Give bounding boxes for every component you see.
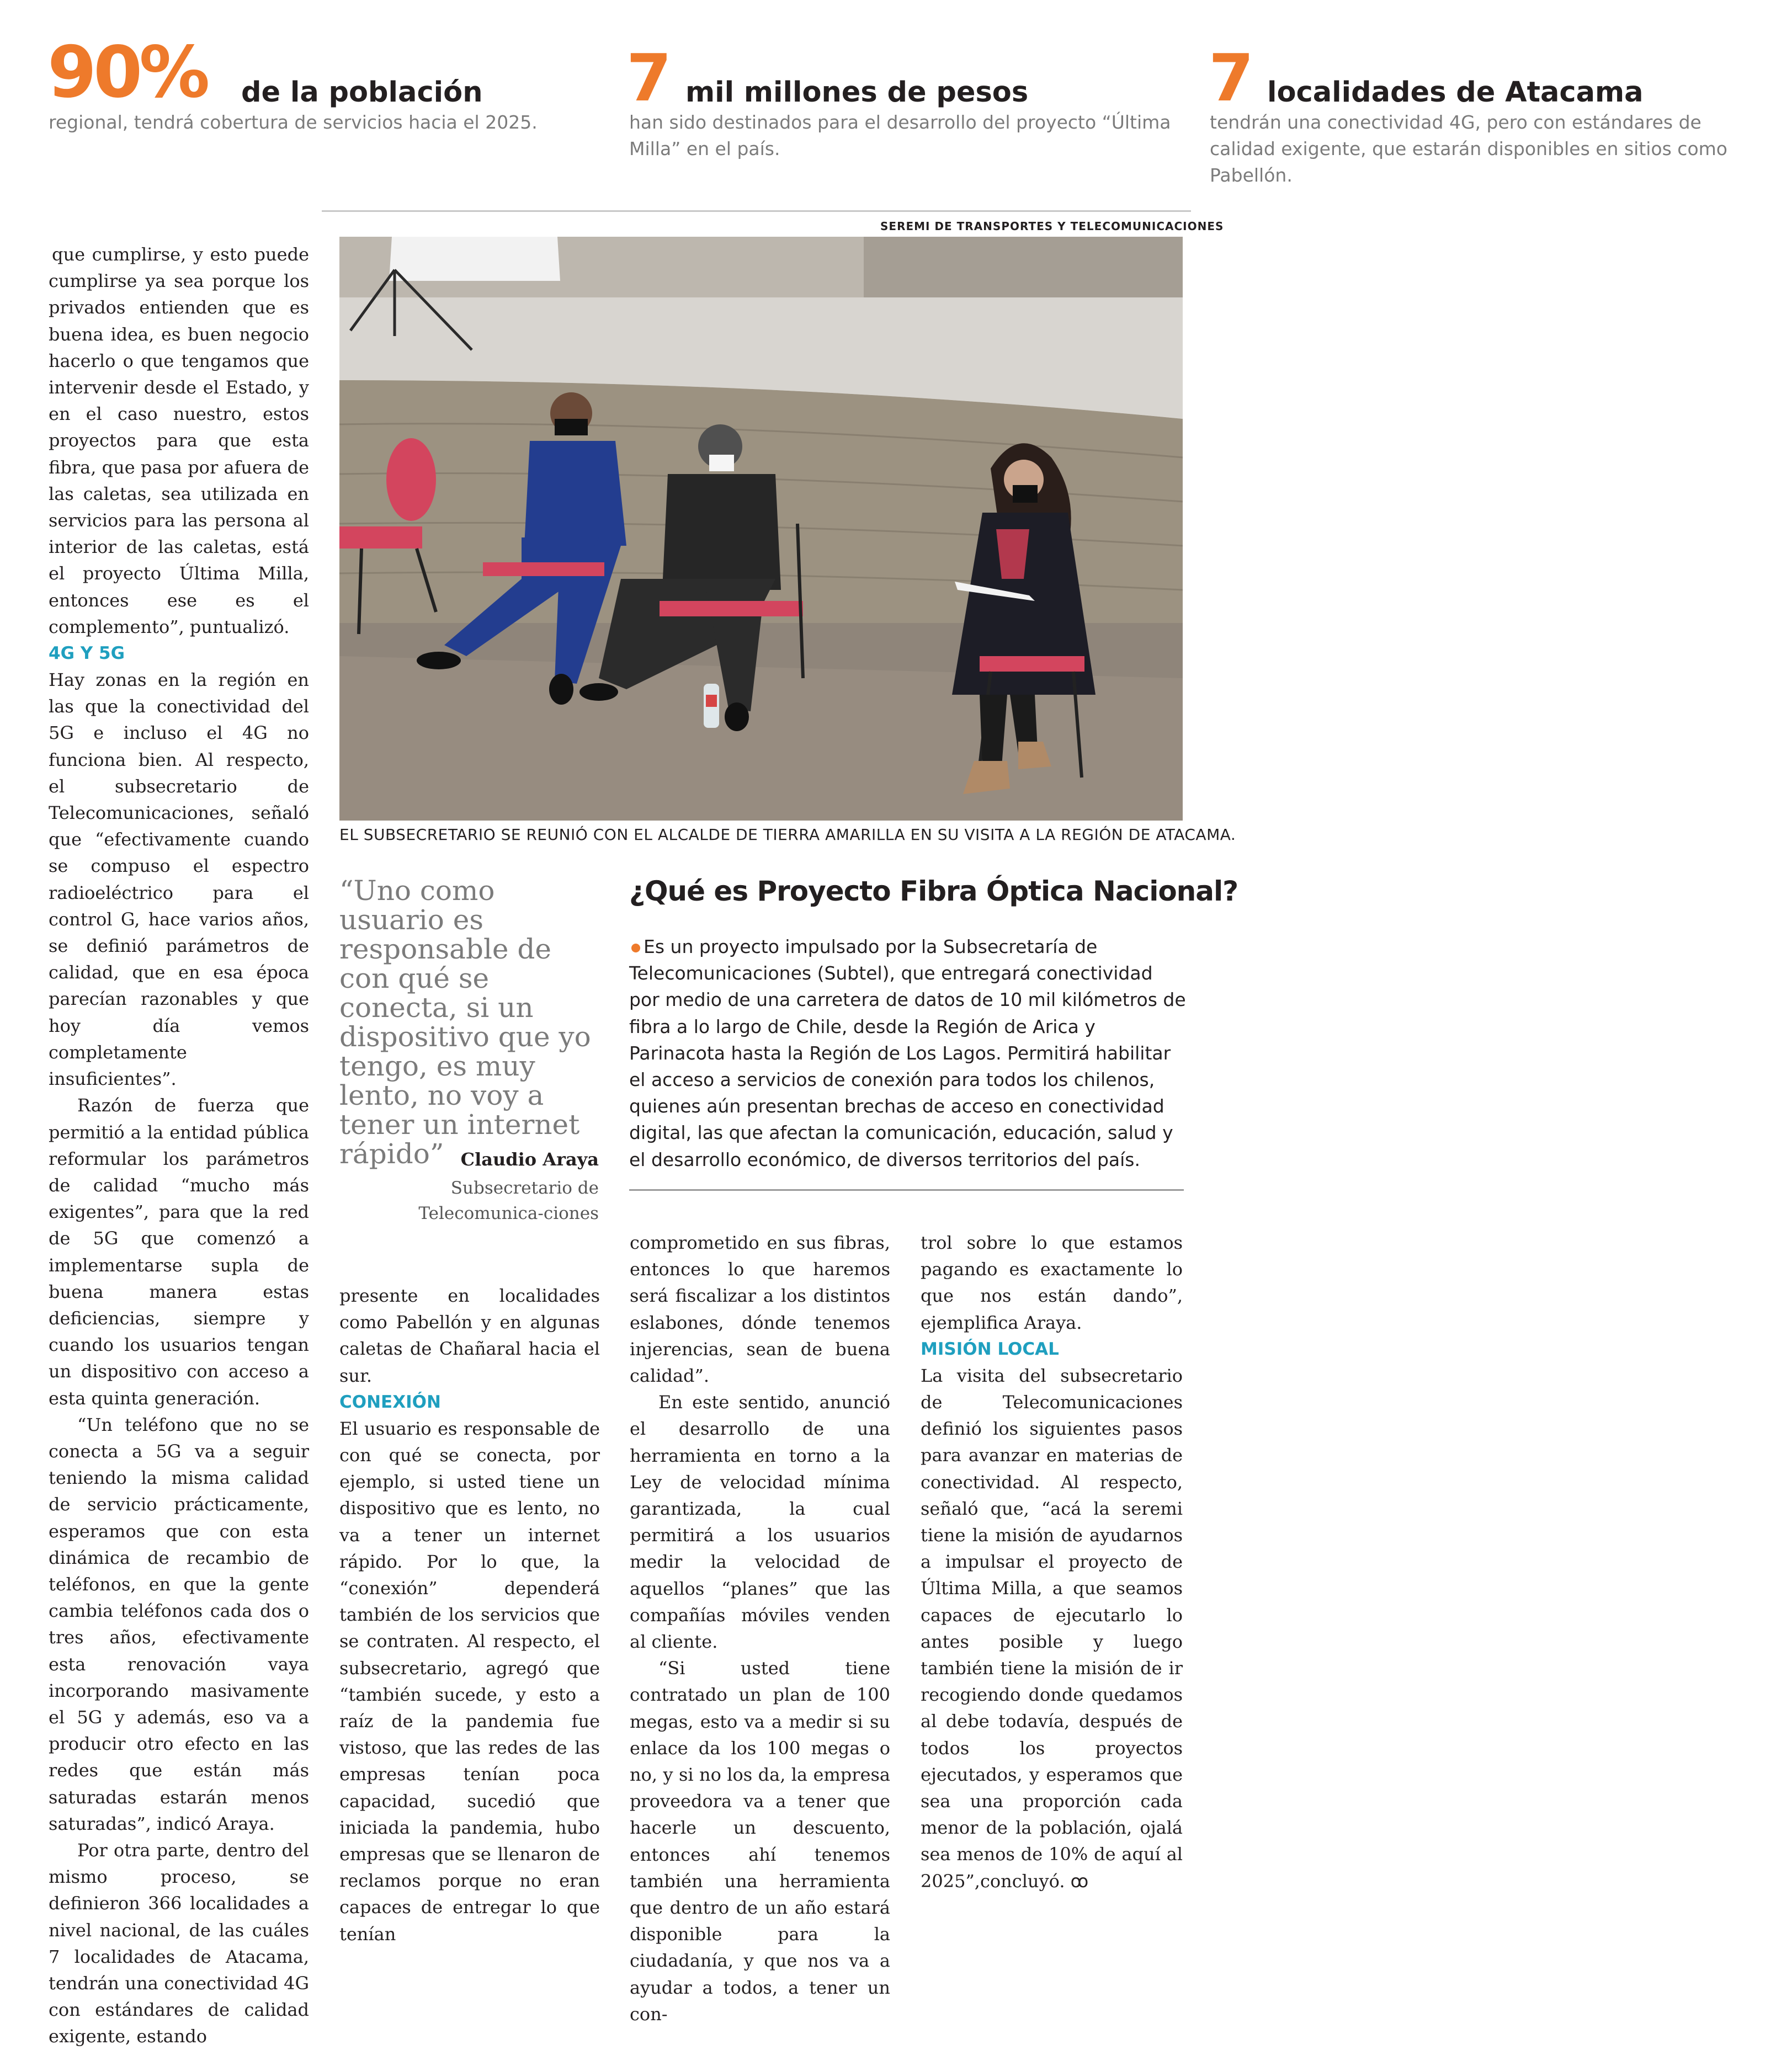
pull-quote: “Uno como usuario es responsable de con qué se conecta, si un dispositivo que yo tengo, es muy lento, no voy a tener un internet rápido” [339, 875, 591, 1170]
paragraph-text: La visita del subsecretario de Telecomunicaciones definió los siguientes pasos para avanzar en materias de conectividad. Al respecto, señaló que, “acá la seremi tiene la misión de ayudarnos a impulsar el proyecto de Última Milla, a que seamos capaces de ejecutarlo lo antes posible y luego también tiene la misión de ir recogiendo donde quedamos al debe todavía, después de todos los proyectos ejecutados, y esperamos que sea una proporción cada menor de la población, ojalá sea menos de 10% de aquí al 2025”,concluyó. [921, 1365, 1183, 1892]
subheading: 4G Y 5G [49, 643, 125, 664]
subheading: MISIÓN LOCAL [921, 1339, 1059, 1359]
column-3 [630, 1229, 890, 2027]
stat-subtext: han sido destinados para el desarrollo del proyecto “Última Milla” en el país. [629, 111, 1171, 159]
paragraph [921, 1362, 1183, 1894]
stat-subtext: tendrán una conectividad 4G, pero con estándares de calidad exigente, que estarán disponibles en sitios como Pabellón. [1210, 111, 1727, 186]
infobox-title: ¿Qué es Proyecto Fibra Óptica Nacional? [629, 875, 1238, 907]
column-2 [339, 1282, 600, 1947]
subheading: CONEXIÓN [339, 1392, 441, 1412]
paragraph: Hay zonas en la región en las que la conectividad del 5G e incluso el 4G no funciona bien. Al respecto, el subsecretario de Telecomunicaciones, señaló que “efectivamente cuando se compuso el espectro radioeléctrico para el control G, hace varios años, se definió parámetros de calidad, que en esa época parecían razonables y que hoy día vemos completamente insuficientes”. [49, 669, 309, 1090]
paragraph: “Un teléfono que no se conecta a 5G va a seguir teniendo la misma calidad de servicio prácticamente, esperamos que con esta dinámica de recambio de teléfonos, en que la gente cambia teléfonos cada dos o tres años, efectivamente esta renovación vaya incorporando masivamente el 5G y además, eso va a producir otro efecto en las redes que están más saturadas estarán menos saturadas”, indicó Araya. [49, 1414, 309, 1834]
article-photo [339, 237, 1183, 821]
paragraph: En este sentido, anunció el desarrollo de una herramienta en torno a la Ley de velocidad mínima garantizada, la cual permitirá a los usuarios medir la velocidad de aquellos “planes” que las compañías móviles venden al cliente. [630, 1392, 890, 1653]
column-4 [921, 1229, 1183, 1894]
paragraph: “Si usted tiene contratado un plan de 100 megas, esto va a medir si su enlace da los 100 megas o no, y si no los da, la empresa proveedora va a tener que hacerle un descuento, entonces ahí tenemos también una herramienta que dentro de un año estará disponible para la ciudadanía, y que nos va a ayudar a todos, a tener un con- [630, 1658, 890, 2025]
paragraph: El usuario es responsable de con qué se conecta, por ejemplo, si usted tiene un dispositivo que es lento, no va a tener un internet rápido. Por lo que, la “conexión” dependerá también de los servicios que se contraten. Al respecto, el subsecretario, agregó que “también sucede, y esto a raíz de la pandemia fue vistoso, que las redes de las empresas tenían poca capacidad, sucedió que iniciada la pandemia, hubo empresas que se llenaron de reclamos porque no eran capaces de entregar lo que tenían [339, 1418, 600, 1945]
infobox-rule [629, 1189, 1184, 1191]
end-mark-icon: ꝏ [1070, 1870, 1089, 1892]
stat-number: 7 [1209, 40, 1251, 116]
paragraph: trol sobre lo que estamos pagando es exactamente lo que nos están dando”, ejemplifica Araya. [921, 1232, 1183, 1333]
photo-credit: SEREMI DE TRANSPORTES Y TELECOMUNICACIONES [880, 220, 1224, 233]
stat-headline: de la población [241, 76, 483, 109]
infobox-body: Es un proyecto impulsado por la Subsecretaría de Telecomunicaciones (Subtel), que entregará conectividad por medio de una carretera de datos de 10 mil kilómetros de fibra a lo largo de Chile, desde la Región de Arica y Parinacota hasta la Región de Los Lagos. Permitirá habilitar el acceso a servicios de conexión para todos los chilenos, quienes aún presentan brechas de acceso en conectividad digital, las que afectan la comunicación, educación, salud y el desarrollo económico, de diversos territorios del país. [629, 936, 1186, 1170]
paragraph: que cumplirse, y esto puede cumplirse ya sea porque los privados entienden que es buena idea, es buen negocio hacerlo o que tengamos que intervenir desde el Estado, y en el caso nuestro, estos proyectos para que esta fibra, que pasa por afuera de las caletas, sea utilizada en servicios para las persona al interior de las caletas, está el proyecto Última Milla, entonces ese es el complemento”, puntualizó. [49, 244, 309, 637]
stat-number: 7 [626, 40, 669, 116]
photo-caption: EL SUBSECRETARIO SE REUNIÓ CON EL ALCALDE DE TIERRA AMARILLA EN SU VISITA A LA REGIÓN DE ATACAMA. [339, 826, 1236, 844]
paragraph: Por otra parte, dentro del mismo proceso, se definieron 366 localidades a nivel nacional, de las cuáles 7 localidades de Atacama, tendrán una conectividad 4G con estándares de calidad exigente, estando [49, 1839, 309, 2047]
quote-author: Claudio Araya [460, 1149, 599, 1170]
paragraph: Razón de fuerza que permitió a la entidad pública reformular los parámetros de calidad “mucho más exigentes”, para que la red de 5G que comenzó a implementarse supla de buena manera estas deficiencias, siempre y cuando los usuarios tengan un dispositivo con acceso a esta quinta generación. [49, 1095, 309, 1409]
stat-headline: localidades de Atacama [1267, 76, 1644, 109]
quote-author-role: Subsecretario de Telecomunica-ciones [418, 1178, 599, 1223]
column-1 [49, 241, 309, 2050]
stat-number: 90% [47, 31, 207, 114]
photo-illustration [339, 237, 1183, 821]
stat-subtext: regional, tendrá cobertura de servicios hacia el 2025. [49, 111, 538, 133]
paragraph: comprometido en sus fibras, entonces lo que haremos será fiscalizar a los distintos eslabones, dónde tenemos injerencias, sean de buena calidad”. [630, 1232, 890, 1387]
stat-headline: mil millones de pesos [685, 76, 1029, 109]
paragraph: presente en localidades como Pabellón y en algunas caletas de Chañaral hacia el sur. [339, 1285, 600, 1386]
top-rule [322, 210, 1191, 212]
